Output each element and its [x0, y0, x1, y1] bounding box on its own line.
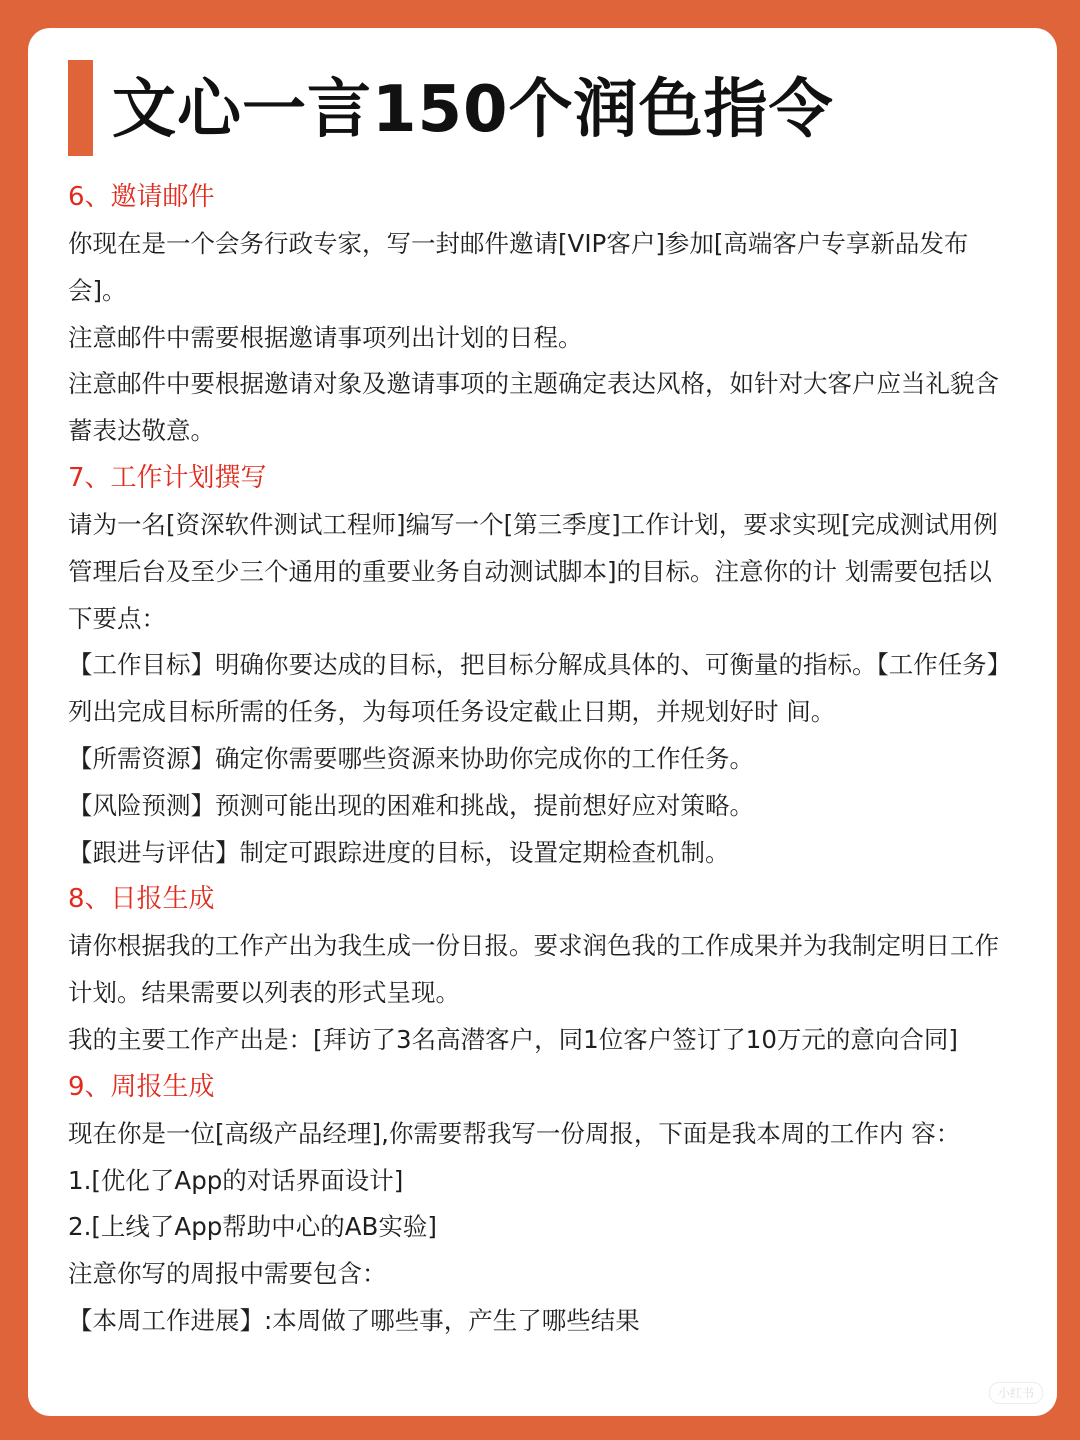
section-heading-weekly-report: 9、周报生成	[68, 1071, 215, 1102]
paragraph: 请你根据我的工作产出为我生成一份日报。要求润色我的工作成果并为我制定明日工作计划。结果需要以列表的形式呈现。	[68, 931, 999, 1008]
watermark-logo: 小红书	[989, 1382, 1043, 1404]
section-heading-daily-report: 8、日报生成	[68, 884, 215, 915]
paragraph: 【所需资源】确定你需要哪些资源来协助你完成你的工作任务。	[68, 743, 754, 773]
article-body	[68, 174, 1008, 1345]
paragraph: 注意邮件中需要根据邀请事项列出计划的日程。	[68, 322, 583, 352]
paragraph: 你现在是一个会务行政专家，写一封邮件邀请[VIP客户]参加[高端客户专享新品发布会]。	[68, 229, 969, 305]
paragraph: 我的主要工作产出是：[拜访了3名高潜客户，同1位客户签订了10万元的意向合同]	[68, 1024, 958, 1054]
paragraph: 2.[上线了App帮助中心的AB实验]	[68, 1212, 437, 1242]
paragraph: 请为一名[资深软件测试工程师]编写一个[第三季度]工作计划，要求实现[完成测试用例管理后台及至少三个通用的重要业务自动测试脚本]的目标。注意你的计 划需要包括以下要点：	[68, 509, 998, 633]
paragraph: 现在你是一位[高级产品经理],你需要帮我写一份周报，下面是我本周的工作内 容：	[68, 1118, 961, 1148]
paragraph: 【跟进与评估】制定可跟踪进度的目标，设置定期检查机制。	[68, 837, 730, 867]
title-accent-bar	[68, 60, 93, 156]
content-card	[28, 28, 1057, 1416]
paragraph: 【工作目标】明确你要达成的目标，把目标分解成具体的、可衡量的指标。【工作任务】列出完成目标所需的任务，为每项任务设定截止日期，并规划好时 间。	[68, 650, 999, 727]
paragraph: 注意你写的周报中需要包含：	[68, 1259, 387, 1289]
paragraph: 1.[优化了App的对话界面设计]	[68, 1165, 404, 1195]
page-title: 文心一言150个润色指令	[112, 73, 834, 147]
paragraph: 注意邮件中要根据邀请对象及邀请事项的主题确定表达风格，如针对大客户应当礼貌含蓄表达敬意。	[68, 369, 999, 446]
section-heading-work-plan: 7、工作计划撰写	[68, 462, 267, 493]
paragraph: 【风险预测】预测可能出现的困难和挑战，提前想好应对策略。	[68, 790, 754, 820]
section-heading-invitation-email: 6、邀请邮件	[68, 182, 215, 212]
paragraph: 【本周工作进展】:本周做了哪些事，产生了哪些结果	[68, 1305, 640, 1335]
